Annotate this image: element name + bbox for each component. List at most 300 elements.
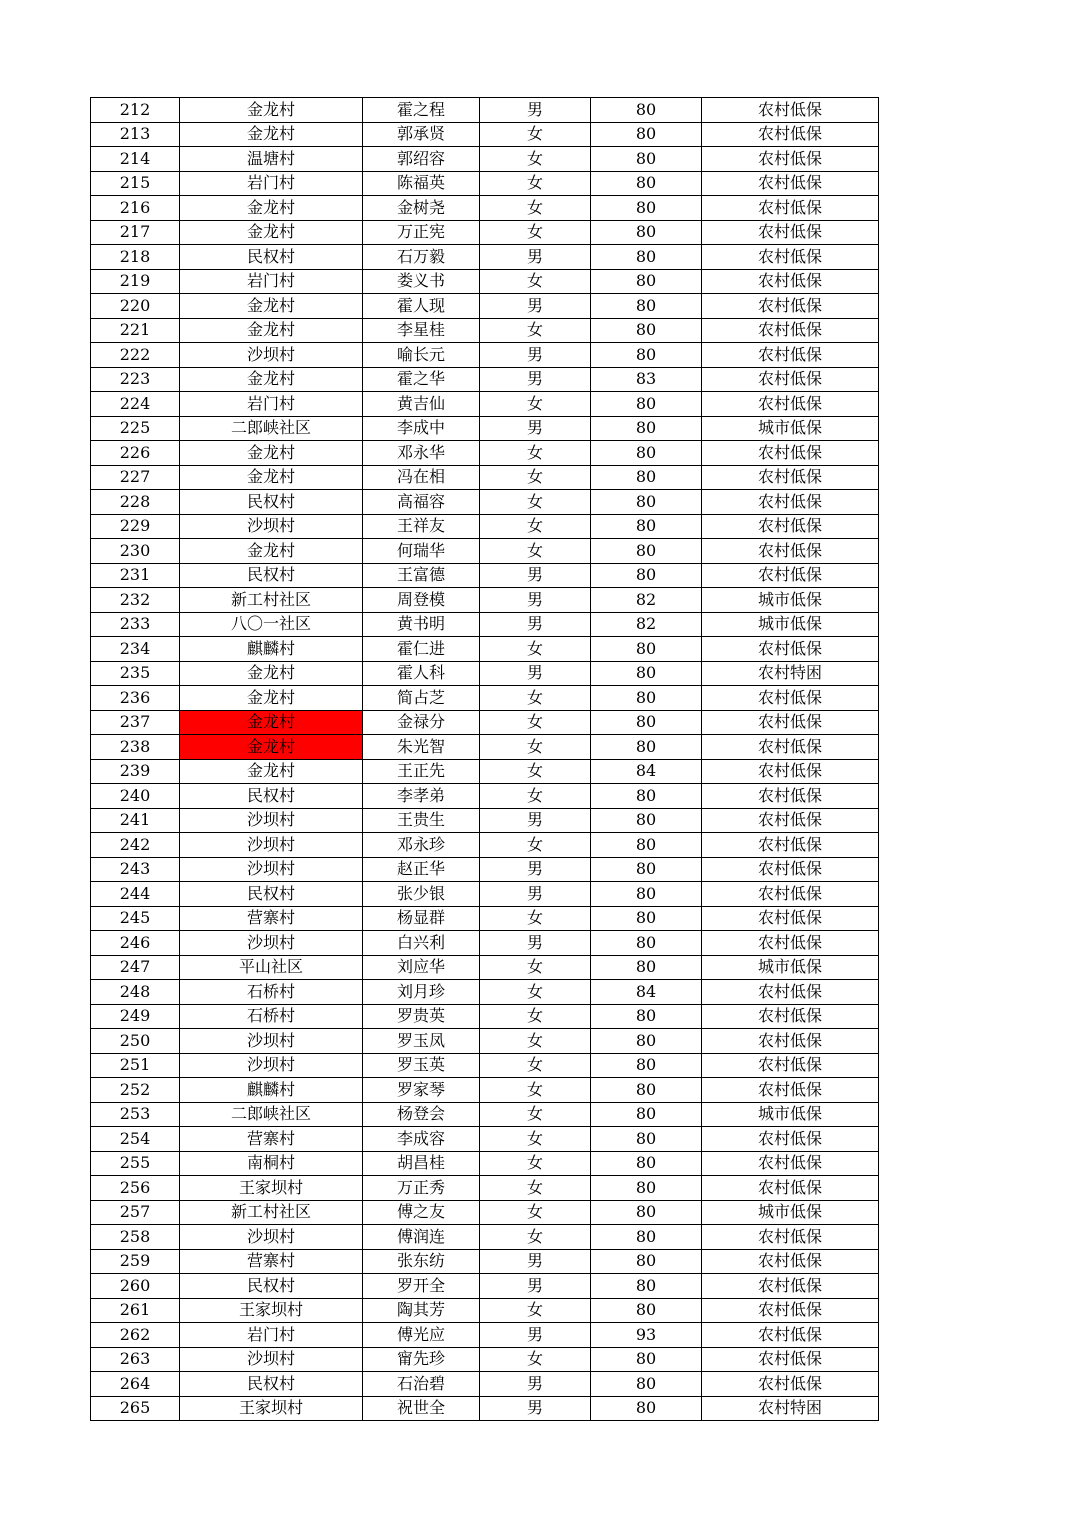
cell-age[interactable]: 80 [591,392,702,417]
cell-sex[interactable]: 女 [480,955,591,980]
cell-assistance-type[interactable]: 农村低保 [702,980,879,1005]
cell-village[interactable]: 金龙村 [180,735,363,760]
cell-village[interactable]: 金龙村 [180,367,363,392]
cell-index[interactable]: 245 [91,906,180,931]
cell-assistance-type[interactable]: 农村低保 [702,906,879,931]
cell-assistance-type[interactable]: 农村低保 [702,882,879,907]
cell-age[interactable]: 84 [591,759,702,784]
cell-sex[interactable]: 女 [480,1176,591,1201]
cell-name[interactable]: 李星桂 [363,318,480,343]
cell-age[interactable]: 80 [591,1151,702,1176]
cell-index[interactable]: 228 [91,490,180,515]
cell-village[interactable]: 新工村社区 [180,1200,363,1225]
cell-name[interactable]: 胡昌桂 [363,1151,480,1176]
cell-index[interactable]: 262 [91,1323,180,1348]
cell-sex[interactable]: 女 [480,1029,591,1054]
cell-sex[interactable]: 女 [480,1102,591,1127]
cell-name[interactable]: 罗玉凤 [363,1029,480,1054]
cell-name[interactable]: 王正先 [363,759,480,784]
cell-age[interactable]: 80 [591,1127,702,1152]
cell-sex[interactable]: 男 [480,563,591,588]
cell-name[interactable]: 霍人科 [363,661,480,686]
cell-index[interactable]: 239 [91,759,180,784]
cell-sex[interactable]: 男 [480,808,591,833]
cell-index[interactable]: 244 [91,882,180,907]
cell-index[interactable]: 237 [91,710,180,735]
cell-village[interactable]: 金龙村 [180,122,363,147]
cell-assistance-type[interactable]: 农村低保 [702,857,879,882]
cell-index[interactable]: 243 [91,857,180,882]
cell-age[interactable]: 80 [591,245,702,270]
cell-village[interactable]: 二郎峡社区 [180,416,363,441]
cell-village[interactable]: 沙坝村 [180,1225,363,1250]
cell-age[interactable]: 80 [591,882,702,907]
cell-assistance-type[interactable]: 农村低保 [702,539,879,564]
cell-sex[interactable]: 女 [480,906,591,931]
cell-index[interactable]: 217 [91,220,180,245]
cell-name[interactable]: 郭绍容 [363,147,480,172]
cell-village[interactable]: 民权村 [180,490,363,515]
cell-village[interactable]: 王家坝村 [180,1298,363,1323]
cell-name[interactable]: 邓永华 [363,441,480,466]
cell-index[interactable]: 219 [91,269,180,294]
cell-village[interactable]: 石桥村 [180,1004,363,1029]
cell-sex[interactable]: 女 [480,686,591,711]
cell-index[interactable]: 256 [91,1176,180,1201]
cell-village[interactable]: 岩门村 [180,1323,363,1348]
cell-sex[interactable]: 女 [480,980,591,1005]
cell-village[interactable]: 岩门村 [180,392,363,417]
cell-village[interactable]: 金龙村 [180,539,363,564]
cell-sex[interactable]: 男 [480,1396,591,1421]
cell-age[interactable]: 80 [591,637,702,662]
cell-village[interactable]: 八〇一社区 [180,612,363,637]
cell-name[interactable]: 娄义书 [363,269,480,294]
cell-assistance-type[interactable]: 农村低保 [702,1323,879,1348]
cell-index[interactable]: 264 [91,1372,180,1397]
cell-sex[interactable]: 女 [480,318,591,343]
cell-index[interactable]: 255 [91,1151,180,1176]
cell-index[interactable]: 261 [91,1298,180,1323]
cell-assistance-type[interactable]: 农村低保 [702,318,879,343]
cell-age[interactable]: 80 [591,1176,702,1201]
cell-sex[interactable]: 女 [480,441,591,466]
cell-sex[interactable]: 男 [480,857,591,882]
cell-age[interactable]: 80 [591,1249,702,1274]
cell-index[interactable]: 247 [91,955,180,980]
cell-assistance-type[interactable]: 农村低保 [702,808,879,833]
cell-name[interactable]: 白兴利 [363,931,480,956]
cell-name[interactable]: 何瑞华 [363,539,480,564]
cell-assistance-type[interactable]: 农村低保 [702,1029,879,1054]
cell-assistance-type[interactable]: 农村特困 [702,661,879,686]
cell-assistance-type[interactable]: 农村低保 [702,122,879,147]
cell-index[interactable]: 223 [91,367,180,392]
cell-assistance-type[interactable]: 农村低保 [702,514,879,539]
cell-index[interactable]: 224 [91,392,180,417]
cell-village[interactable]: 金龙村 [180,441,363,466]
cell-name[interactable]: 黄吉仙 [363,392,480,417]
cell-index[interactable]: 257 [91,1200,180,1225]
cell-index[interactable]: 218 [91,245,180,270]
cell-name[interactable]: 罗玉英 [363,1053,480,1078]
cell-index[interactable]: 227 [91,465,180,490]
cell-age[interactable]: 80 [591,931,702,956]
cell-assistance-type[interactable]: 农村低保 [702,833,879,858]
cell-assistance-type[interactable]: 农村低保 [702,1176,879,1201]
cell-village[interactable]: 金龙村 [180,294,363,319]
cell-assistance-type[interactable]: 农村低保 [702,563,879,588]
cell-name[interactable]: 金树尧 [363,196,480,221]
cell-name[interactable]: 王祥友 [363,514,480,539]
cell-name[interactable]: 王富德 [363,563,480,588]
cell-index[interactable]: 229 [91,514,180,539]
cell-village[interactable]: 金龙村 [180,196,363,221]
cell-age[interactable]: 83 [591,367,702,392]
cell-sex[interactable]: 男 [480,245,591,270]
cell-village[interactable]: 民权村 [180,1274,363,1299]
cell-assistance-type[interactable]: 农村低保 [702,196,879,221]
cell-sex[interactable]: 女 [480,147,591,172]
cell-village[interactable]: 金龙村 [180,661,363,686]
cell-index[interactable]: 232 [91,588,180,613]
cell-name[interactable]: 傅之友 [363,1200,480,1225]
cell-name[interactable]: 万正秀 [363,1176,480,1201]
cell-index[interactable]: 260 [91,1274,180,1299]
cell-name[interactable]: 万正宪 [363,220,480,245]
cell-name[interactable]: 王贵生 [363,808,480,833]
cell-age[interactable]: 82 [591,588,702,613]
cell-assistance-type[interactable]: 农村低保 [702,1078,879,1103]
cell-assistance-type[interactable]: 农村低保 [702,1127,879,1152]
cell-name[interactable]: 霍之华 [363,367,480,392]
cell-index[interactable]: 240 [91,784,180,809]
cell-sex[interactable]: 女 [480,122,591,147]
cell-assistance-type[interactable]: 农村低保 [702,220,879,245]
cell-name[interactable]: 周登模 [363,588,480,613]
cell-index[interactable]: 214 [91,147,180,172]
cell-assistance-type[interactable]: 农村低保 [702,759,879,784]
cell-age[interactable]: 80 [591,808,702,833]
cell-assistance-type[interactable]: 农村低保 [702,1225,879,1250]
cell-age[interactable]: 80 [591,343,702,368]
cell-index[interactable]: 215 [91,171,180,196]
cell-name[interactable]: 罗家琴 [363,1078,480,1103]
cell-age[interactable]: 80 [591,465,702,490]
cell-assistance-type[interactable]: 农村低保 [702,1274,879,1299]
cell-age[interactable]: 80 [591,539,702,564]
cell-village[interactable]: 金龙村 [180,220,363,245]
cell-age[interactable]: 80 [591,441,702,466]
cell-age[interactable]: 82 [591,612,702,637]
cell-assistance-type[interactable]: 农村低保 [702,367,879,392]
cell-sex[interactable]: 女 [480,514,591,539]
cell-age[interactable]: 80 [591,98,702,123]
cell-assistance-type[interactable]: 农村低保 [702,294,879,319]
cell-assistance-type[interactable]: 农村低保 [702,710,879,735]
cell-assistance-type[interactable]: 农村低保 [702,1053,879,1078]
cell-sex[interactable]: 女 [480,1127,591,1152]
cell-age[interactable]: 80 [591,1274,702,1299]
cell-village[interactable]: 王家坝村 [180,1396,363,1421]
cell-index[interactable]: 234 [91,637,180,662]
cell-assistance-type[interactable]: 城市低保 [702,612,879,637]
cell-age[interactable]: 80 [591,661,702,686]
cell-index[interactable]: 251 [91,1053,180,1078]
cell-village[interactable]: 石桥村 [180,980,363,1005]
cell-name[interactable]: 李成中 [363,416,480,441]
cell-village[interactable]: 沙坝村 [180,1347,363,1372]
cell-sex[interactable]: 男 [480,1249,591,1274]
cell-sex[interactable]: 女 [480,735,591,760]
cell-index[interactable]: 238 [91,735,180,760]
cell-sex[interactable]: 女 [480,392,591,417]
cell-assistance-type[interactable]: 农村低保 [702,1372,879,1397]
cell-assistance-type[interactable]: 农村低保 [702,269,879,294]
cell-name[interactable]: 冯在相 [363,465,480,490]
cell-sex[interactable]: 女 [480,220,591,245]
cell-name[interactable]: 喻长元 [363,343,480,368]
cell-village[interactable]: 民权村 [180,784,363,809]
cell-assistance-type[interactable]: 农村低保 [702,686,879,711]
cell-assistance-type[interactable]: 农村特困 [702,1396,879,1421]
cell-index[interactable]: 265 [91,1396,180,1421]
cell-index[interactable]: 263 [91,1347,180,1372]
cell-assistance-type[interactable]: 农村低保 [702,784,879,809]
cell-village[interactable]: 营寨村 [180,906,363,931]
cell-village[interactable]: 金龙村 [180,686,363,711]
cell-age[interactable]: 80 [591,710,702,735]
cell-name[interactable]: 石治碧 [363,1372,480,1397]
cell-assistance-type[interactable]: 农村低保 [702,1298,879,1323]
cell-index[interactable]: 225 [91,416,180,441]
cell-village[interactable]: 民权村 [180,563,363,588]
cell-index[interactable]: 230 [91,539,180,564]
cell-name[interactable]: 郭承贤 [363,122,480,147]
cell-index[interactable]: 233 [91,612,180,637]
cell-sex[interactable]: 男 [480,1372,591,1397]
cell-index[interactable]: 254 [91,1127,180,1152]
cell-assistance-type[interactable]: 农村低保 [702,245,879,270]
cell-sex[interactable]: 女 [480,490,591,515]
cell-sex[interactable]: 女 [480,759,591,784]
cell-village[interactable]: 金龙村 [180,759,363,784]
cell-assistance-type[interactable]: 农村低保 [702,1151,879,1176]
cell-index[interactable]: 248 [91,980,180,1005]
cell-index[interactable]: 252 [91,1078,180,1103]
cell-assistance-type[interactable]: 农村低保 [702,490,879,515]
cell-sex[interactable]: 男 [480,931,591,956]
cell-name[interactable]: 张东纺 [363,1249,480,1274]
cell-age[interactable]: 80 [591,1298,702,1323]
cell-name[interactable]: 李孝弟 [363,784,480,809]
cell-index[interactable]: 250 [91,1029,180,1054]
cell-sex[interactable]: 女 [480,269,591,294]
cell-age[interactable]: 80 [591,1053,702,1078]
cell-index[interactable]: 220 [91,294,180,319]
cell-village[interactable]: 沙坝村 [180,808,363,833]
cell-age[interactable]: 80 [591,490,702,515]
cell-village[interactable]: 岩门村 [180,171,363,196]
cell-assistance-type[interactable]: 农村低保 [702,98,879,123]
cell-assistance-type[interactable]: 农村低保 [702,637,879,662]
cell-village[interactable]: 沙坝村 [180,833,363,858]
cell-age[interactable]: 80 [591,1200,702,1225]
cell-assistance-type[interactable]: 农村低保 [702,735,879,760]
cell-sex[interactable]: 女 [480,784,591,809]
cell-index[interactable]: 236 [91,686,180,711]
cell-village[interactable]: 营寨村 [180,1249,363,1274]
cell-name[interactable]: 傅润连 [363,1225,480,1250]
cell-assistance-type[interactable]: 农村低保 [702,1249,879,1274]
cell-age[interactable]: 80 [591,1372,702,1397]
cell-name[interactable]: 陈福英 [363,171,480,196]
cell-sex[interactable]: 女 [480,1078,591,1103]
cell-assistance-type[interactable]: 城市低保 [702,416,879,441]
cell-sex[interactable]: 女 [480,1347,591,1372]
cell-age[interactable]: 80 [591,906,702,931]
cell-name[interactable]: 罗贵英 [363,1004,480,1029]
cell-name[interactable]: 霍仁进 [363,637,480,662]
cell-index[interactable]: 259 [91,1249,180,1274]
cell-sex[interactable]: 女 [480,1053,591,1078]
cell-village[interactable]: 王家坝村 [180,1176,363,1201]
cell-age[interactable]: 80 [591,1347,702,1372]
cell-index[interactable]: 231 [91,563,180,588]
cell-name[interactable]: 简占芝 [363,686,480,711]
cell-sex[interactable]: 女 [480,1225,591,1250]
cell-village[interactable]: 麒麟村 [180,1078,363,1103]
cell-name[interactable]: 甯先珍 [363,1347,480,1372]
cell-assistance-type[interactable]: 农村低保 [702,147,879,172]
cell-village[interactable]: 麒麟村 [180,637,363,662]
cell-age[interactable]: 80 [591,196,702,221]
cell-index[interactable]: 221 [91,318,180,343]
cell-village[interactable]: 新工村社区 [180,588,363,613]
cell-village[interactable]: 金龙村 [180,710,363,735]
cell-village[interactable]: 平山社区 [180,955,363,980]
cell-age[interactable]: 84 [591,980,702,1005]
cell-village[interactable]: 岩门村 [180,269,363,294]
cell-assistance-type[interactable]: 农村低保 [702,1004,879,1029]
cell-assistance-type[interactable]: 城市低保 [702,1102,879,1127]
cell-sex[interactable]: 男 [480,343,591,368]
cell-village[interactable]: 营寨村 [180,1127,363,1152]
cell-sex[interactable]: 男 [480,416,591,441]
cell-name[interactable]: 霍之程 [363,98,480,123]
cell-name[interactable]: 李成容 [363,1127,480,1152]
cell-age[interactable]: 80 [591,833,702,858]
cell-sex[interactable]: 女 [480,1004,591,1029]
cell-village[interactable]: 沙坝村 [180,514,363,539]
cell-assistance-type[interactable]: 农村低保 [702,392,879,417]
cell-assistance-type[interactable]: 农村低保 [702,465,879,490]
cell-age[interactable]: 80 [591,735,702,760]
cell-age[interactable]: 80 [591,1102,702,1127]
cell-name[interactable]: 高福容 [363,490,480,515]
cell-assistance-type[interactable]: 农村低保 [702,343,879,368]
cell-sex[interactable]: 女 [480,1298,591,1323]
cell-name[interactable]: 杨显群 [363,906,480,931]
cell-age[interactable]: 80 [591,269,702,294]
cell-sex[interactable]: 女 [480,1200,591,1225]
cell-sex[interactable]: 男 [480,294,591,319]
cell-age[interactable]: 80 [591,171,702,196]
cell-index[interactable]: 213 [91,122,180,147]
cell-index[interactable]: 222 [91,343,180,368]
cell-village[interactable]: 民权村 [180,882,363,907]
cell-age[interactable]: 80 [591,147,702,172]
cell-assistance-type[interactable]: 农村低保 [702,441,879,466]
cell-index[interactable]: 226 [91,441,180,466]
cell-sex[interactable]: 女 [480,710,591,735]
cell-sex[interactable]: 男 [480,612,591,637]
cell-age[interactable]: 80 [591,294,702,319]
cell-name[interactable]: 黄书明 [363,612,480,637]
cell-name[interactable]: 张少银 [363,882,480,907]
cell-index[interactable]: 242 [91,833,180,858]
cell-sex[interactable]: 男 [480,882,591,907]
cell-village[interactable]: 沙坝村 [180,343,363,368]
cell-age[interactable]: 80 [591,318,702,343]
cell-index[interactable]: 249 [91,1004,180,1029]
cell-village[interactable]: 金龙村 [180,465,363,490]
cell-name[interactable]: 杨登会 [363,1102,480,1127]
cell-age[interactable]: 80 [591,955,702,980]
cell-village[interactable]: 温塘村 [180,147,363,172]
cell-assistance-type[interactable]: 农村低保 [702,171,879,196]
cell-village[interactable]: 民权村 [180,245,363,270]
cell-name[interactable]: 罗开全 [363,1274,480,1299]
cell-sex[interactable]: 女 [480,539,591,564]
cell-index[interactable]: 235 [91,661,180,686]
cell-index[interactable]: 258 [91,1225,180,1250]
cell-age[interactable]: 80 [591,1078,702,1103]
cell-sex[interactable]: 男 [480,588,591,613]
cell-village[interactable]: 二郎峡社区 [180,1102,363,1127]
cell-sex[interactable]: 女 [480,465,591,490]
cell-index[interactable]: 246 [91,931,180,956]
cell-name[interactable]: 石万毅 [363,245,480,270]
cell-age[interactable]: 93 [591,1323,702,1348]
cell-assistance-type[interactable]: 城市低保 [702,1200,879,1225]
cell-age[interactable]: 80 [591,220,702,245]
cell-sex[interactable]: 女 [480,637,591,662]
cell-sex[interactable]: 女 [480,196,591,221]
cell-name[interactable]: 朱光智 [363,735,480,760]
cell-village[interactable]: 金龙村 [180,318,363,343]
cell-index[interactable]: 212 [91,98,180,123]
cell-age[interactable]: 80 [591,1225,702,1250]
cell-index[interactable]: 253 [91,1102,180,1127]
cell-name[interactable]: 金禄分 [363,710,480,735]
cell-name[interactable]: 祝世全 [363,1396,480,1421]
cell-assistance-type[interactable]: 农村低保 [702,1347,879,1372]
cell-index[interactable]: 216 [91,196,180,221]
cell-age[interactable]: 80 [591,1396,702,1421]
cell-age[interactable]: 80 [591,686,702,711]
cell-village[interactable]: 南桐村 [180,1151,363,1176]
cell-sex[interactable]: 女 [480,1151,591,1176]
cell-assistance-type[interactable]: 农村低保 [702,931,879,956]
cell-name[interactable]: 霍人现 [363,294,480,319]
cell-sex[interactable]: 女 [480,833,591,858]
cell-sex[interactable]: 女 [480,171,591,196]
cell-age[interactable]: 80 [591,514,702,539]
cell-age[interactable]: 80 [591,122,702,147]
cell-sex[interactable]: 男 [480,1274,591,1299]
cell-name[interactable]: 邓永珍 [363,833,480,858]
